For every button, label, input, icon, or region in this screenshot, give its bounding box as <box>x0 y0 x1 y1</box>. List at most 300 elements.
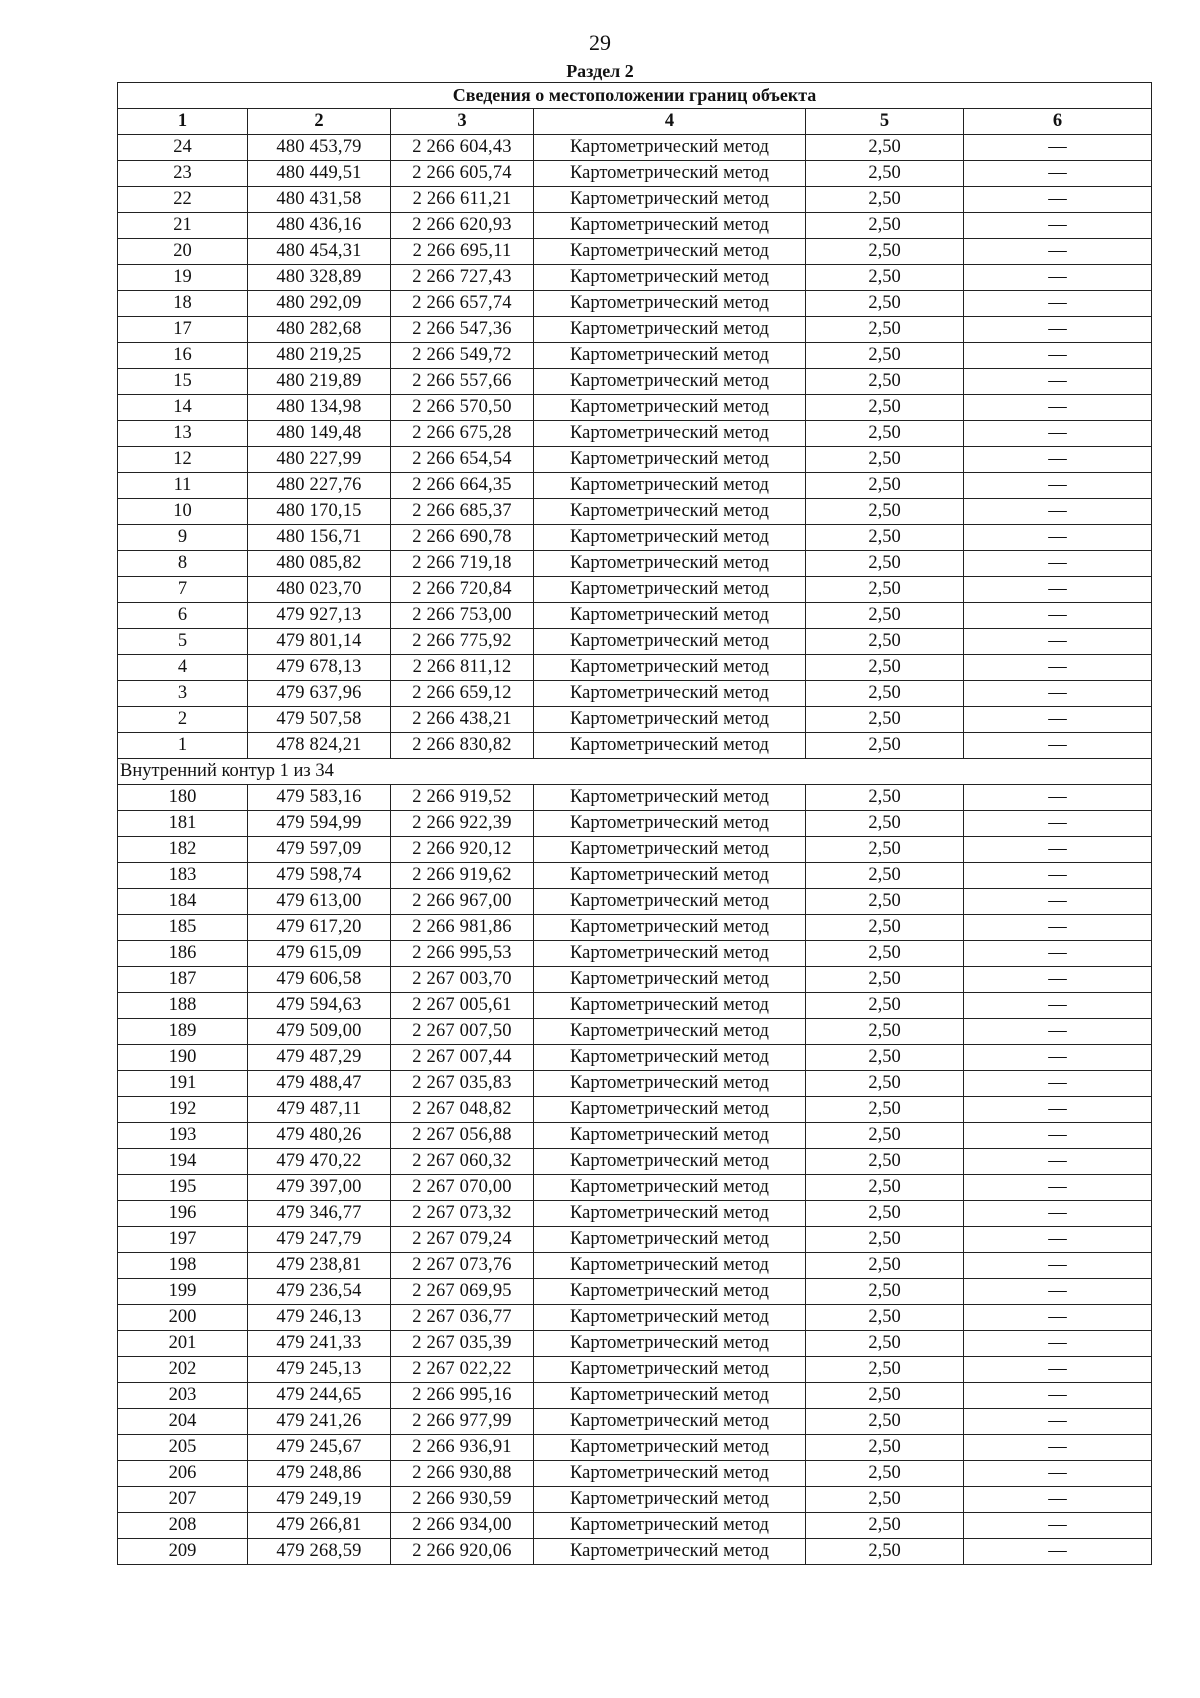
cell-col-1: 188 <box>118 993 248 1019</box>
cell-col-1: 196 <box>118 1201 248 1227</box>
cell-col-1: 2 <box>118 707 248 733</box>
cell-col-3: 2 266 720,84 <box>391 577 534 603</box>
cell-col-6: — <box>964 941 1152 967</box>
cell-col-3: 2 267 073,76 <box>391 1253 534 1279</box>
cell-col-4: Картометрический метод <box>534 1175 806 1201</box>
cell-col-6: — <box>964 1253 1152 1279</box>
cell-col-3: 2 266 930,88 <box>391 1461 534 1487</box>
cell-col-1: 1 <box>118 733 248 759</box>
cell-col-1: 187 <box>118 967 248 993</box>
table-row <box>118 837 1152 863</box>
cell-col-1: 18 <box>118 291 248 317</box>
cell-col-2: 479 487,11 <box>248 1097 391 1123</box>
table-row <box>118 1123 1152 1149</box>
cell-col-3: 2 267 056,88 <box>391 1123 534 1149</box>
cell-col-2: 479 637,96 <box>248 681 391 707</box>
contour-separator <box>118 759 1152 785</box>
cell-col-4: Картометрический метод <box>534 837 806 863</box>
cell-col-6: — <box>964 187 1152 213</box>
table-row <box>118 1019 1152 1045</box>
cell-col-3: 2 266 695,11 <box>391 239 534 265</box>
cell-col-2: 480 328,89 <box>248 265 391 291</box>
cell-col-3: 2 266 664,35 <box>391 473 534 499</box>
cell-col-3: 2 267 005,61 <box>391 993 534 1019</box>
cell-col-2: 479 397,00 <box>248 1175 391 1201</box>
cell-col-4: Картометрический метод <box>534 733 806 759</box>
cell-col-6: — <box>964 655 1152 681</box>
cell-col-5: 2,50 <box>806 447 964 473</box>
cell-col-1: 11 <box>118 473 248 499</box>
cell-col-2: 480 085,82 <box>248 551 391 577</box>
cell-col-5: 2,50 <box>806 629 964 655</box>
cell-col-5: 2,50 <box>806 239 964 265</box>
cell-col-4: Картометрический метод <box>534 187 806 213</box>
cell-col-2: 479 583,16 <box>248 785 391 811</box>
cell-col-1: 190 <box>118 1045 248 1071</box>
cell-col-5: 2,50 <box>806 1539 964 1565</box>
cell-col-3: 2 266 685,37 <box>391 499 534 525</box>
table-row <box>118 135 1152 161</box>
cell-col-6: — <box>964 1305 1152 1331</box>
cell-col-3: 2 266 934,00 <box>391 1513 534 1539</box>
cell-col-5: 2,50 <box>806 1513 964 1539</box>
cell-col-6: — <box>964 733 1152 759</box>
cell-col-6: — <box>964 1019 1152 1045</box>
cell-col-3: 2 266 930,59 <box>391 1487 534 1513</box>
cell-col-6: — <box>964 499 1152 525</box>
cell-col-3: 2 266 675,28 <box>391 421 534 447</box>
cell-col-3: 2 266 438,21 <box>391 707 534 733</box>
table-row <box>118 863 1152 889</box>
cell-col-4: Картометрический метод <box>534 811 806 837</box>
column-header-3: 3 <box>391 109 534 135</box>
cell-col-4: Картометрический метод <box>534 1279 806 1305</box>
cell-col-6: — <box>964 577 1152 603</box>
cell-col-3: 2 266 919,62 <box>391 863 534 889</box>
cell-col-3: 2 266 995,53 <box>391 941 534 967</box>
cell-col-1: 20 <box>118 239 248 265</box>
table-row <box>118 1513 1152 1539</box>
cell-col-2: 479 678,13 <box>248 655 391 681</box>
cell-col-4: Картометрический метод <box>534 291 806 317</box>
cell-col-3: 2 266 659,12 <box>391 681 534 707</box>
cell-col-6: — <box>964 525 1152 551</box>
cell-col-2: 480 227,76 <box>248 473 391 499</box>
cell-col-6: — <box>964 1331 1152 1357</box>
cell-col-1: 180 <box>118 785 248 811</box>
cell-col-4: Картометрический метод <box>534 629 806 655</box>
cell-col-6: — <box>964 135 1152 161</box>
cell-col-2: 480 219,89 <box>248 369 391 395</box>
cell-col-3: 2 266 967,00 <box>391 889 534 915</box>
cell-col-5: 2,50 <box>806 369 964 395</box>
cell-col-3: 2 266 605,74 <box>391 161 534 187</box>
cell-col-4: Картометрический метод <box>534 1539 806 1565</box>
cell-col-6: — <box>964 863 1152 889</box>
cell-col-1: 205 <box>118 1435 248 1461</box>
cell-col-3: 2 267 073,32 <box>391 1201 534 1227</box>
cell-col-5: 2,50 <box>806 915 964 941</box>
cell-col-6: — <box>964 369 1152 395</box>
cell-col-4: Картометрический метод <box>534 1227 806 1253</box>
column-header-row <box>118 109 1152 135</box>
cell-col-5: 2,50 <box>806 1383 964 1409</box>
cell-col-1: 15 <box>118 369 248 395</box>
cell-col-2: 479 245,13 <box>248 1357 391 1383</box>
cell-col-6: — <box>964 1513 1152 1539</box>
cell-col-6: — <box>964 1175 1152 1201</box>
table-row <box>118 785 1152 811</box>
cell-col-3: 2 267 048,82 <box>391 1097 534 1123</box>
cell-col-2: 479 927,13 <box>248 603 391 629</box>
cell-col-3: 2 267 007,44 <box>391 1045 534 1071</box>
cell-col-6: — <box>964 473 1152 499</box>
cell-col-4: Картометрический метод <box>534 551 806 577</box>
cell-col-1: 209 <box>118 1539 248 1565</box>
cell-col-5: 2,50 <box>806 395 964 421</box>
cell-col-5: 2,50 <box>806 811 964 837</box>
cell-col-6: — <box>964 1279 1152 1305</box>
cell-col-4: Картометрический метод <box>534 941 806 967</box>
table-row <box>118 1409 1152 1435</box>
cell-col-3: 2 266 977,99 <box>391 1409 534 1435</box>
cell-col-2: 480 170,15 <box>248 499 391 525</box>
cell-col-2: 479 244,65 <box>248 1383 391 1409</box>
cell-col-5: 2,50 <box>806 317 964 343</box>
cell-col-2: 479 613,00 <box>248 889 391 915</box>
cell-col-2: 479 507,58 <box>248 707 391 733</box>
cell-col-4: Картометрический метод <box>534 1331 806 1357</box>
cell-col-5: 2,50 <box>806 1305 964 1331</box>
cell-col-1: 17 <box>118 317 248 343</box>
cell-col-5: 2,50 <box>806 135 964 161</box>
table-row <box>118 1435 1152 1461</box>
table-row <box>118 1149 1152 1175</box>
cell-col-5: 2,50 <box>806 1097 964 1123</box>
cell-col-1: 6 <box>118 603 248 629</box>
cell-col-6: — <box>964 967 1152 993</box>
column-header-2: 2 <box>248 109 391 135</box>
cell-col-1: 189 <box>118 1019 248 1045</box>
cell-col-5: 2,50 <box>806 343 964 369</box>
cell-col-6: — <box>964 1149 1152 1175</box>
cell-col-2: 479 488,47 <box>248 1071 391 1097</box>
cell-col-6: — <box>964 785 1152 811</box>
cell-col-5: 2,50 <box>806 577 964 603</box>
cell-col-4: Картометрический метод <box>534 239 806 265</box>
cell-col-2: 480 453,79 <box>248 135 391 161</box>
cell-col-3: 2 266 557,66 <box>391 369 534 395</box>
cell-col-5: 2,50 <box>806 733 964 759</box>
table-row <box>118 551 1152 577</box>
cell-col-3: 2 266 995,16 <box>391 1383 534 1409</box>
cell-col-3: 2 266 657,74 <box>391 291 534 317</box>
cell-col-3: 2 266 920,06 <box>391 1539 534 1565</box>
cell-col-4: Картометрический метод <box>534 1305 806 1331</box>
cell-col-2: 479 241,33 <box>248 1331 391 1357</box>
cell-col-2: 480 227,99 <box>248 447 391 473</box>
cell-col-3: 2 266 611,21 <box>391 187 534 213</box>
cell-col-6: — <box>964 317 1152 343</box>
cell-col-6: — <box>964 161 1152 187</box>
cell-col-2: 480 449,51 <box>248 161 391 187</box>
cell-col-5: 2,50 <box>806 603 964 629</box>
cell-col-5: 2,50 <box>806 473 964 499</box>
cell-col-5: 2,50 <box>806 421 964 447</box>
cell-col-1: 24 <box>118 135 248 161</box>
table-row <box>118 1071 1152 1097</box>
cell-col-6: — <box>964 1227 1152 1253</box>
cell-col-6: — <box>964 993 1152 1019</box>
cell-col-1: 184 <box>118 889 248 915</box>
cell-col-5: 2,50 <box>806 525 964 551</box>
cell-col-3: 2 266 727,43 <box>391 265 534 291</box>
cell-col-6: — <box>964 1383 1152 1409</box>
cell-col-2: 480 134,98 <box>248 395 391 421</box>
cell-col-5: 2,50 <box>806 863 964 889</box>
cell-col-5: 2,50 <box>806 837 964 863</box>
table-row <box>118 447 1152 473</box>
cell-col-1: 186 <box>118 941 248 967</box>
cell-col-5: 2,50 <box>806 1331 964 1357</box>
cell-col-3: 2 266 936,91 <box>391 1435 534 1461</box>
column-header-6: 6 <box>964 109 1152 135</box>
cell-col-6: — <box>964 1487 1152 1513</box>
cell-col-3: 2 266 604,43 <box>391 135 534 161</box>
cell-col-5: 2,50 <box>806 161 964 187</box>
cell-col-6: — <box>964 213 1152 239</box>
table-row <box>118 473 1152 499</box>
cell-col-6: — <box>964 681 1152 707</box>
cell-col-2: 479 470,22 <box>248 1149 391 1175</box>
cell-col-5: 2,50 <box>806 655 964 681</box>
table-row <box>118 967 1152 993</box>
cell-col-4: Картометрический метод <box>534 889 806 915</box>
cell-col-1: 202 <box>118 1357 248 1383</box>
table-row <box>118 1227 1152 1253</box>
cell-col-1: 199 <box>118 1279 248 1305</box>
cell-col-4: Картометрический метод <box>534 473 806 499</box>
cell-col-4: Картометрический метод <box>534 1045 806 1071</box>
cell-col-5: 2,50 <box>806 681 964 707</box>
cell-col-4: Картометрический метод <box>534 1019 806 1045</box>
cell-col-1: 12 <box>118 447 248 473</box>
table-row <box>118 1539 1152 1565</box>
cell-col-6: — <box>964 1435 1152 1461</box>
cell-col-1: 197 <box>118 1227 248 1253</box>
cell-col-5: 2,50 <box>806 1253 964 1279</box>
cell-col-5: 2,50 <box>806 187 964 213</box>
cell-col-3: 2 266 830,82 <box>391 733 534 759</box>
cell-col-2: 479 509,00 <box>248 1019 391 1045</box>
cell-col-2: 479 615,09 <box>248 941 391 967</box>
cell-col-3: 2 266 654,54 <box>391 447 534 473</box>
inner-contour-rows <box>118 785 1152 1565</box>
cell-col-2: 479 594,63 <box>248 993 391 1019</box>
cell-col-1: 201 <box>118 1331 248 1357</box>
cell-col-5: 2,50 <box>806 707 964 733</box>
cell-col-3: 2 266 981,86 <box>391 915 534 941</box>
table-row <box>118 1097 1152 1123</box>
cell-col-3: 2 266 547,36 <box>391 317 534 343</box>
table-row <box>118 161 1152 187</box>
table-row <box>118 239 1152 265</box>
table-row <box>118 1331 1152 1357</box>
cell-col-1: 207 <box>118 1487 248 1513</box>
cell-col-5: 2,50 <box>806 1357 964 1383</box>
cell-col-2: 479 236,54 <box>248 1279 391 1305</box>
cell-col-5: 2,50 <box>806 291 964 317</box>
cell-col-4: Картометрический метод <box>534 161 806 187</box>
table-row <box>118 915 1152 941</box>
cell-col-4: Картометрический метод <box>534 1253 806 1279</box>
cell-col-1: 14 <box>118 395 248 421</box>
cell-col-5: 2,50 <box>806 1227 964 1253</box>
table-caption-row <box>118 83 1152 109</box>
cell-col-5: 2,50 <box>806 1045 964 1071</box>
cell-col-4: Картометрический метод <box>534 1149 806 1175</box>
cell-col-3: 2 266 811,12 <box>391 655 534 681</box>
cell-col-2: 479 598,74 <box>248 863 391 889</box>
cell-col-1: 198 <box>118 1253 248 1279</box>
table-row <box>118 941 1152 967</box>
cell-col-3: 2 266 549,72 <box>391 343 534 369</box>
cell-col-2: 480 149,48 <box>248 421 391 447</box>
cell-col-3: 2 266 919,52 <box>391 785 534 811</box>
cell-col-4: Картометрический метод <box>534 317 806 343</box>
cell-col-1: 21 <box>118 213 248 239</box>
cell-col-2: 479 487,29 <box>248 1045 391 1071</box>
table-row <box>118 1201 1152 1227</box>
cell-col-4: Картометрический метод <box>534 1383 806 1409</box>
cell-col-1: 185 <box>118 915 248 941</box>
table-row <box>118 317 1152 343</box>
cell-col-6: — <box>964 291 1152 317</box>
cell-col-6: — <box>964 239 1152 265</box>
cell-col-4: Картометрический метод <box>534 1357 806 1383</box>
cell-col-5: 2,50 <box>806 1071 964 1097</box>
cell-col-3: 2 266 920,12 <box>391 837 534 863</box>
cell-col-2: 480 156,71 <box>248 525 391 551</box>
cell-col-5: 2,50 <box>806 499 964 525</box>
cell-col-5: 2,50 <box>806 1123 964 1149</box>
cell-col-6: — <box>964 1461 1152 1487</box>
cell-col-2: 479 268,59 <box>248 1539 391 1565</box>
table-row <box>118 707 1152 733</box>
cell-col-4: Картометрический метод <box>534 213 806 239</box>
table-row <box>118 369 1152 395</box>
table-row <box>118 1305 1152 1331</box>
cell-col-6: — <box>964 343 1152 369</box>
cell-col-4: Картометрический метод <box>534 707 806 733</box>
cell-col-4: Картометрический метод <box>534 499 806 525</box>
table-row <box>118 733 1152 759</box>
cell-col-6: — <box>964 1071 1152 1097</box>
cell-col-6: — <box>964 1201 1152 1227</box>
table-row <box>118 577 1152 603</box>
cell-col-2: 479 246,13 <box>248 1305 391 1331</box>
cell-col-4: Картометрический метод <box>534 915 806 941</box>
cell-col-3: 2 267 060,32 <box>391 1149 534 1175</box>
cell-col-1: 193 <box>118 1123 248 1149</box>
cell-col-4: Картометрический метод <box>534 1513 806 1539</box>
cell-col-3: 2 266 775,92 <box>391 629 534 655</box>
table-row <box>118 629 1152 655</box>
cell-col-3: 2 266 753,00 <box>391 603 534 629</box>
cell-col-4: Картометрический метод <box>534 395 806 421</box>
cell-col-1: 206 <box>118 1461 248 1487</box>
cell-col-3: 2 267 022,22 <box>391 1357 534 1383</box>
cell-col-2: 479 247,79 <box>248 1227 391 1253</box>
table-row <box>118 681 1152 707</box>
table-row <box>118 1253 1152 1279</box>
cell-col-2: 480 431,58 <box>248 187 391 213</box>
table-row <box>118 1461 1152 1487</box>
cell-col-1: 200 <box>118 1305 248 1331</box>
cell-col-5: 2,50 <box>806 1175 964 1201</box>
cell-col-4: Картометрический метод <box>534 681 806 707</box>
cell-col-4: Картометрический метод <box>534 525 806 551</box>
cell-col-2: 479 241,26 <box>248 1409 391 1435</box>
cell-col-6: — <box>964 889 1152 915</box>
cell-col-6: — <box>964 707 1152 733</box>
cell-col-1: 194 <box>118 1149 248 1175</box>
cell-col-1: 8 <box>118 551 248 577</box>
cell-col-5: 2,50 <box>806 551 964 577</box>
cell-col-2: 479 245,67 <box>248 1435 391 1461</box>
table-row <box>118 213 1152 239</box>
cell-col-3: 2 266 719,18 <box>391 551 534 577</box>
cell-col-5: 2,50 <box>806 265 964 291</box>
cell-col-4: Картометрический метод <box>534 993 806 1019</box>
table-row <box>118 655 1152 681</box>
cell-col-3: 2 267 003,70 <box>391 967 534 993</box>
cell-col-2: 480 436,16 <box>248 213 391 239</box>
cell-col-6: — <box>964 629 1152 655</box>
cell-col-6: — <box>964 265 1152 291</box>
cell-col-4: Картометрический метод <box>534 447 806 473</box>
cell-col-1: 181 <box>118 811 248 837</box>
table-row <box>118 265 1152 291</box>
cell-col-5: 2,50 <box>806 941 964 967</box>
cell-col-1: 191 <box>118 1071 248 1097</box>
cell-col-2: 480 219,25 <box>248 343 391 369</box>
cell-col-3: 2 266 570,50 <box>391 395 534 421</box>
cell-col-2: 479 606,58 <box>248 967 391 993</box>
column-header-4: 4 <box>534 109 806 135</box>
cell-col-4: Картометрический метод <box>534 1201 806 1227</box>
cell-col-6: — <box>964 1539 1152 1565</box>
cell-col-1: 10 <box>118 499 248 525</box>
table-row <box>118 421 1152 447</box>
cell-col-4: Картометрический метод <box>534 135 806 161</box>
cell-col-1: 5 <box>118 629 248 655</box>
cell-col-5: 2,50 <box>806 213 964 239</box>
cell-col-1: 13 <box>118 421 248 447</box>
cell-col-6: — <box>964 837 1152 863</box>
cell-col-1: 204 <box>118 1409 248 1435</box>
table-row <box>118 187 1152 213</box>
cell-col-1: 208 <box>118 1513 248 1539</box>
cell-col-4: Картометрический метод <box>534 1071 806 1097</box>
cell-col-1: 16 <box>118 343 248 369</box>
cell-col-2: 478 824,21 <box>248 733 391 759</box>
cell-col-6: — <box>964 395 1152 421</box>
cell-col-3: 2 267 035,39 <box>391 1331 534 1357</box>
cell-col-4: Картометрический метод <box>534 343 806 369</box>
cell-col-2: 479 266,81 <box>248 1513 391 1539</box>
cell-col-6: — <box>964 1357 1152 1383</box>
